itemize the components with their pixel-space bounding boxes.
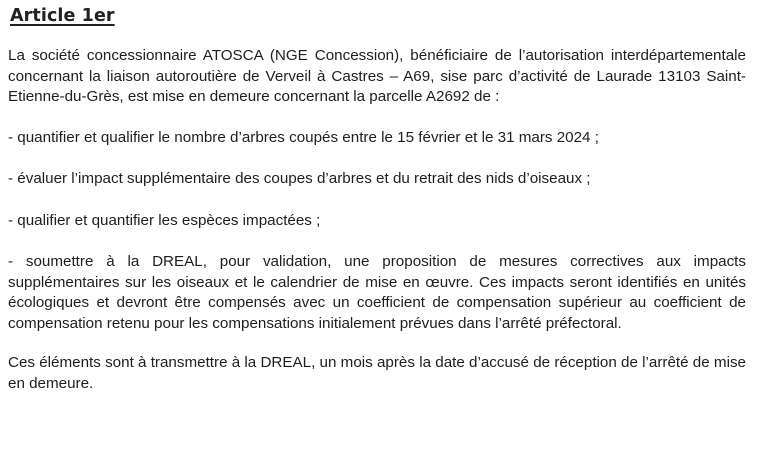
list-item-2: - évaluer l’impact supplémentaire des coupes d’arbres et du retrait des nids d’oiseaux ; (8, 170, 591, 187)
intro-paragraph: La société concessionnaire ATOSCA (NGE Concession), bénéficiaire de l’autorisation interdépartementale concernant la liaison autoroutière de Verveil à Castres – A69, sise parc d’activité de Laurade 13103 Saint-Etienne-du-Grès, est mise en demeure concernant la parcelle A2692 de : (8, 47, 746, 105)
list-item-3: - qualifier et quantifier les espèces impactées ; (8, 211, 321, 229)
closing-paragraph: Ces éléments sont à transmettre à la DREAL, un mois après la date d’accusé de réception de l’arrêté de mise en demeure. (8, 354, 746, 392)
list-item-4: - soumettre à la DREAL, pour validation, une proposition de mesures correctives aux impacts supplémentaires sur les oiseaux et le calendrier de mise en œuvre. Ces impacts seront identifiés en unités écologiques et devront être compensés avec un coefficient de compensation supérieur au coefficient de compensation retenu pour les compensations initialement prévues dans l’arrêté préfectoral. (8, 253, 746, 332)
list-item-1: - quantifier et qualifier le nombre d’arbres coupés entre le 15 février et le 31 mars 2024 ; (8, 128, 599, 146)
article-heading: Article 1er (10, 6, 115, 26)
